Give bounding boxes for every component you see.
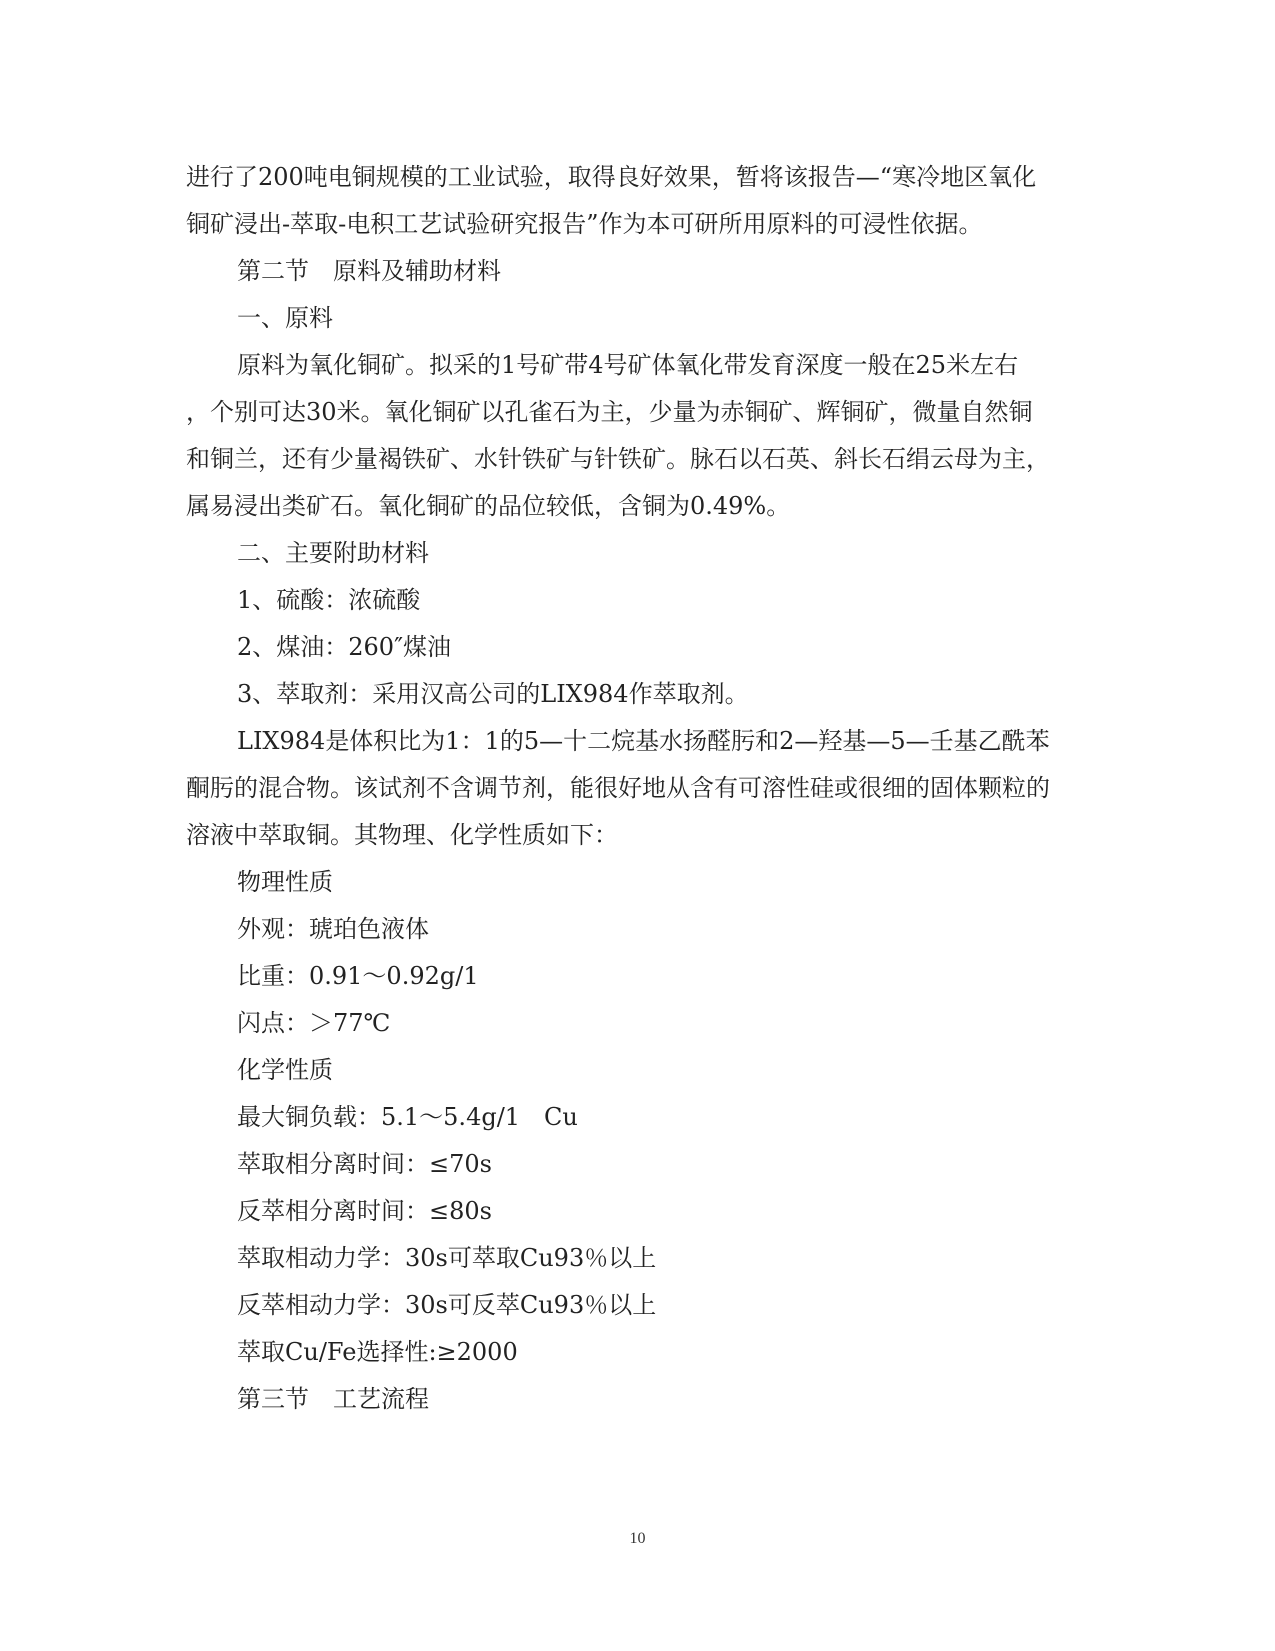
property-item: 外观：琥珀色液体 <box>237 915 429 943</box>
text-line: 和铜兰，还有少量褐铁矿、水针铁矿与针铁矿。脉石以石英、斜长石绢云母为主， <box>186 445 1050 473</box>
property-item: 最大铜负载：5.1～5.4g/1 Cu <box>237 1103 578 1131</box>
subsection-heading: 一、原料 <box>237 304 333 332</box>
section-heading: 第二节 原料及辅助材料 <box>237 257 501 285</box>
text-line: 进行了200吨电铜规模的工业试验，取得良好效果，暂将该报告—“寒冷地区氧化 <box>186 163 1037 191</box>
subsection-heading: 二、主要附助材料 <box>237 539 429 567</box>
section-heading: 第三节 工艺流程 <box>237 1385 429 1413</box>
property-item: 反萃相分离时间：≤80s <box>237 1197 492 1225</box>
property-heading: 化学性质 <box>237 1056 333 1084</box>
property-item: 萃取相动力学：30s可萃取Cu93％以上 <box>237 1244 657 1272</box>
text-line: ，个别可达30米。氧化铜矿以孔雀石为主，少量为赤铜矿、辉铜矿，微量自然铜 <box>186 398 1033 426</box>
text-line: 溶液中萃取铜。其物理、化学性质如下： <box>186 821 618 849</box>
property-item: 闪点：＞77℃ <box>237 1009 391 1037</box>
text-line: 酮肟的混合物。该试剂不含调节剂，能很好地从含有可溶性硅或很细的固体颗粒的 <box>186 774 1050 802</box>
text-line: 原料为氧化铜矿。拟采的1号矿带4号矿体氧化带发育深度一般在25米左右 <box>237 351 1019 379</box>
property-heading: 物理性质 <box>237 868 333 896</box>
text-line: LIX984是体积比为1：1的5—十二烷基水扬醛肟和2—羟基—5—壬基乙酰苯 <box>237 727 1050 755</box>
page-number: 10 <box>629 1530 646 1547</box>
text-line: 属易浸出类矿石。氧化铜矿的品位较低，含铜为0.49%。 <box>186 492 791 520</box>
property-item: 萃取Cu/Fe选择性:≥2000 <box>237 1338 518 1366</box>
property-item: 比重：0.91～0.92g/1 <box>237 962 479 990</box>
property-item: 萃取相分离时间：≤70s <box>237 1150 492 1178</box>
property-item: 反萃相动力学：30s可反萃Cu93％以上 <box>237 1291 657 1319</box>
text-line: 铜矿浸出-萃取-电积工艺试验研究报告”作为本可研所用原料的可浸性依据。 <box>186 210 983 238</box>
list-item: 3、萃取剂：采用汉高公司的LIX984作萃取剂。 <box>237 680 749 708</box>
list-item: 2、煤油：260″煤油 <box>237 633 452 661</box>
list-item: 1、硫酸：浓硫酸 <box>237 586 421 614</box>
